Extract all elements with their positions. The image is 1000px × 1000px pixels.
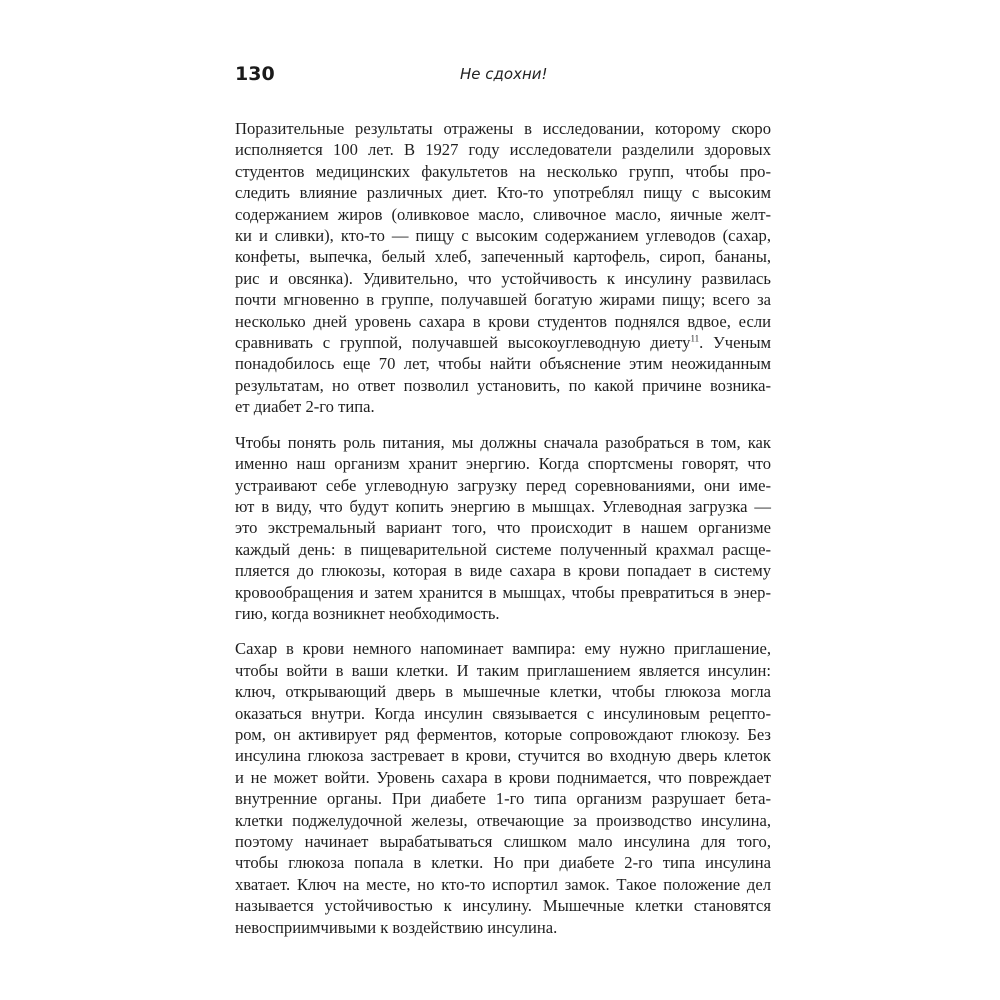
text-line: кровообращения и затем хранится в мышцах, чтобы превратиться в энер- bbox=[235, 582, 771, 602]
text-line: ют в виду, что будут копить энергию в мышцах. Углеводная загрузка — bbox=[235, 496, 771, 516]
text-line: ки и сливки), кто-то — пищу с высоким содержанием углеводов (сахар, bbox=[235, 226, 771, 246]
text-line: ром, он активирует ряд ферментов, которые сопровождают глюкозу. Без bbox=[235, 724, 771, 744]
text-line: понадобилось еще 70 лет, чтобы найти объяснение этим неожиданным bbox=[235, 354, 771, 374]
text-line: называется устойчивостью к инсулину. Мышечные клетки становятся bbox=[235, 896, 771, 916]
body-text bbox=[235, 118, 771, 952]
text-line: хватает. Ключ на месте, но кто-то испортил замок. Такое положение дел bbox=[235, 874, 771, 894]
text-line: именно наш организм хранит энергию. Когда спортсмены говорят, что bbox=[235, 454, 771, 474]
paragraph-2 bbox=[235, 432, 771, 625]
text-line: клетки поджелудочной железы, отвечающие за производство инсулина, bbox=[235, 810, 771, 830]
text-line: конфеты, выпечка, белый хлеб, запеченный картофель, сироп, бананы, bbox=[235, 247, 771, 267]
text-line: каждый день: в пищеварительной системе полученный крахмал расще- bbox=[235, 539, 771, 559]
text-line: поэтому начинает вырабатываться слишком мало инсулина для того, bbox=[235, 832, 771, 851]
text-line: содержанием жиров (оливковое масло, сливочное масло, яичные желт- bbox=[235, 204, 771, 224]
page-number: 130 bbox=[235, 63, 275, 85]
text-line: почти мгновенно в группе, получавшей богатую жирами пищу; всего за bbox=[235, 290, 771, 310]
text-line: рис и овсянка). Удивительно, что устойчивость к инсулину развилась bbox=[235, 268, 771, 288]
text-line: Сахар в крови немного напоминает вампира: ему нужно приглашение, bbox=[235, 639, 771, 659]
footnote-marker[interactable]: 11 bbox=[690, 333, 700, 344]
line-text-after-footnote: . Ученым bbox=[699, 333, 772, 353]
text-line: несколько дней уровень сахара в крови студентов поднялся вдвое, если bbox=[235, 311, 771, 331]
text-line: пляется до глюкозы, которая в виде сахара в крови попадает в систему bbox=[235, 561, 771, 581]
text-line bbox=[235, 332, 771, 353]
text-line: невосприимчивыми к воздействию инсулина. bbox=[235, 917, 558, 937]
text-line: ключ, открывающий дверь в мышечные клетки, чтобы глюкоза могла bbox=[235, 682, 771, 702]
text-line: студентов медицинских факультетов на несколько групп, чтобы про- bbox=[235, 161, 771, 181]
text-line: устраивают себе углеводную загрузку перед соревнованиями, они име- bbox=[235, 475, 771, 495]
text-line: результатам, но ответ позволил установить, по какой причине возника- bbox=[235, 375, 771, 395]
text-line: оказаться внутри. Когда инсулин связывается с инсулиновым рецепто- bbox=[235, 703, 771, 723]
text-line: и не может войти. Уровень сахара в крови поднимается, что повреждает bbox=[235, 767, 771, 787]
text-line: внутренние органы. При диабете 1-го типа организм разрушает бета- bbox=[235, 789, 771, 809]
line-text: сравнивать с группой, получавшей высокоуглеводную диету bbox=[235, 333, 691, 353]
text-line: следить влияние различных диет. Кто-то употреблял пищу с высоким bbox=[235, 183, 771, 203]
running-head bbox=[235, 62, 770, 88]
paragraph-1 bbox=[235, 118, 771, 418]
text-line: инсулина глюкоза застревает в крови, стучится во входную дверь клеток bbox=[235, 746, 771, 766]
text-line: ет диабет 2-го типа. bbox=[235, 397, 375, 417]
text-line: исполняется 100 лет. В 1927 году исследователи разделили здоровых bbox=[235, 140, 771, 160]
text-line: гию, когда возникнет необходимость. bbox=[235, 603, 500, 623]
book-title: Не сдохни! bbox=[460, 65, 548, 83]
text-line: Поразительные результаты отражены в исследовании, которому скоро bbox=[235, 119, 771, 138]
text-line: чтобы войти в ваши клетки. И таким приглашением является инсулин: bbox=[235, 660, 771, 680]
paragraph-3 bbox=[235, 638, 771, 938]
text-line: это экстремальный вариант того, что происходит в нашем организме bbox=[235, 518, 771, 538]
text-line: чтобы глюкоза попала в клетки. Но при диабете 2-го типа инсулина bbox=[235, 853, 771, 873]
text-line: Чтобы понять роль питания, мы должны сначала разобраться в том, как bbox=[235, 432, 771, 452]
